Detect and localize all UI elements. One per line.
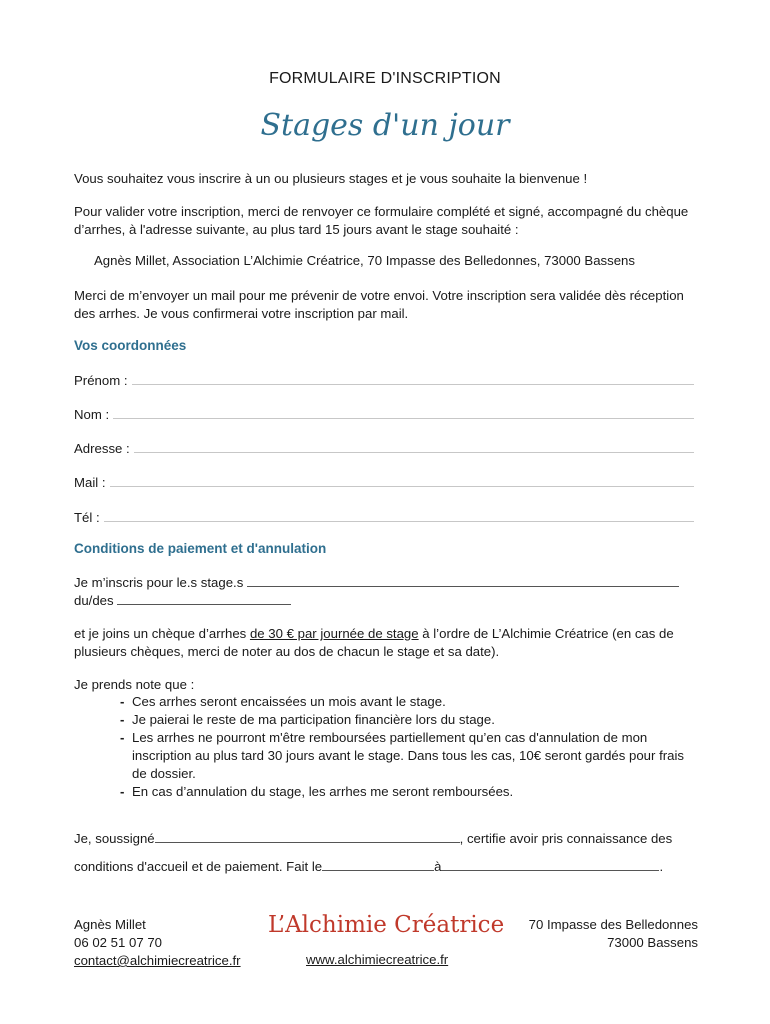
- form-header: FORMULAIRE D'INSCRIPTION: [269, 70, 501, 87]
- note-item: - En cas d’annulation du stage, les arrhes me seront remboursées.: [118, 783, 698, 801]
- adresse-label: Adresse :: [74, 441, 130, 456]
- footer-contact: [74, 916, 241, 970]
- mail-note: Merci de m’envoyer un mail pour me prévenir de votre envoi. Votre inscription sera validée dès réception des arrhes. Je vous confirmerai votre inscription par mail.: [74, 288, 684, 321]
- footer-name: Agnès Millet: [74, 917, 146, 932]
- mail-input-line[interactable]: [110, 472, 694, 487]
- prenom-field[interactable]: [74, 368, 694, 388]
- cheque-text-post: à l’ordre de L’Alchimie Créatrice (en cas de plusieurs chèques, merci de noter au dos de chacun le stage et sa date).: [74, 626, 674, 659]
- period: .: [659, 859, 664, 874]
- footer-city: 73000 Bassens: [607, 935, 698, 950]
- tel-field[interactable]: [74, 505, 694, 525]
- adresse-input-line[interactable]: [134, 438, 694, 453]
- signature-label: Je, soussigné: [74, 831, 155, 846]
- notes-list: [118, 693, 698, 801]
- instructions-text: Pour valider votre inscription, merci de renvoyer ce formulaire complété et signé, accompagné du chèque d’arrhes, à l'adresse suivante, au plus tard 15 jours avant le stage souhaité :: [74, 204, 689, 237]
- section-contact-heading: Vos coordonnées: [74, 338, 187, 353]
- signature-certify: , certifie avoir pris connaissance des: [459, 831, 673, 846]
- footer-street: 70 Impasse des Belledonnes: [528, 917, 698, 932]
- dates-line: [74, 592, 699, 610]
- nom-label: Nom :: [74, 407, 110, 422]
- signature-name-input[interactable]: [155, 830, 460, 843]
- note-item: - Ces arrhes seront encaissées un mois avant le stage.: [118, 693, 698, 711]
- stage-selection-line: [74, 574, 699, 592]
- page-title: Stages d'un jour: [260, 108, 510, 143]
- footer-phone: 06 02 51 07 70: [74, 935, 162, 950]
- signature-line-2: [74, 858, 699, 876]
- cheque-text: [74, 625, 699, 661]
- stage-input-line[interactable]: [247, 574, 679, 587]
- a-label: à: [434, 859, 442, 874]
- fait-le-label: conditions d'accueil et de paiement. Fait le: [74, 859, 323, 874]
- date-input-line[interactable]: [322, 858, 434, 871]
- tel-input-line[interactable]: [104, 507, 694, 522]
- tel-label: Tél :: [74, 510, 100, 525]
- note-item: - Les arrhes ne pourront m'être remboursées partiellement qu’en cas d'annulation de mon inscription au plus tard 30 jours avant le stage. Dans tous les cas, 10€ seront gardés pour frais de dossier.: [118, 729, 698, 783]
- dates-label: du/des: [74, 593, 114, 608]
- notes-intro: Je prends note que :: [74, 677, 195, 692]
- place-input-line[interactable]: [441, 858, 659, 871]
- intro-text: Vous souhaitez vous inscrire à un ou plusieurs stages et je vous souhaite la bienvenue !: [74, 171, 588, 186]
- postal-address: Agnès Millet, Association L’Alchimie Créatrice, 70 Impasse des Belledonnes, 73000 Bassens: [94, 253, 635, 268]
- footer-website-link[interactable]: www.alchimiecreatrice.fr: [306, 952, 449, 967]
- cheque-text-pre: et je joins un chèque d’arrhes: [74, 626, 250, 641]
- adresse-field[interactable]: [74, 436, 694, 456]
- stage-label: Je m’inscris pour le.s stage.s: [74, 575, 244, 590]
- brand-logo: L’Alchimie Créatrice: [268, 912, 505, 938]
- signature-line-1: [74, 830, 699, 848]
- section-conditions-heading: Conditions de paiement et d'annulation: [74, 541, 327, 556]
- nom-input-line[interactable]: [113, 404, 694, 419]
- prenom-input-line[interactable]: [132, 370, 694, 385]
- footer-address: [529, 916, 698, 952]
- note-item: - Je paierai le reste de ma participation financière lors du stage.: [118, 711, 698, 729]
- dates-input-line[interactable]: [117, 592, 291, 605]
- cheque-amount: de 30 € par journée de stage: [249, 626, 419, 641]
- mail-field[interactable]: [74, 470, 694, 490]
- nom-field[interactable]: [74, 402, 694, 422]
- prenom-label: Prénom :: [74, 373, 128, 388]
- footer-email-link[interactable]: contact@alchimiecreatrice.fr: [74, 953, 241, 968]
- mail-label: Mail :: [74, 475, 106, 490]
